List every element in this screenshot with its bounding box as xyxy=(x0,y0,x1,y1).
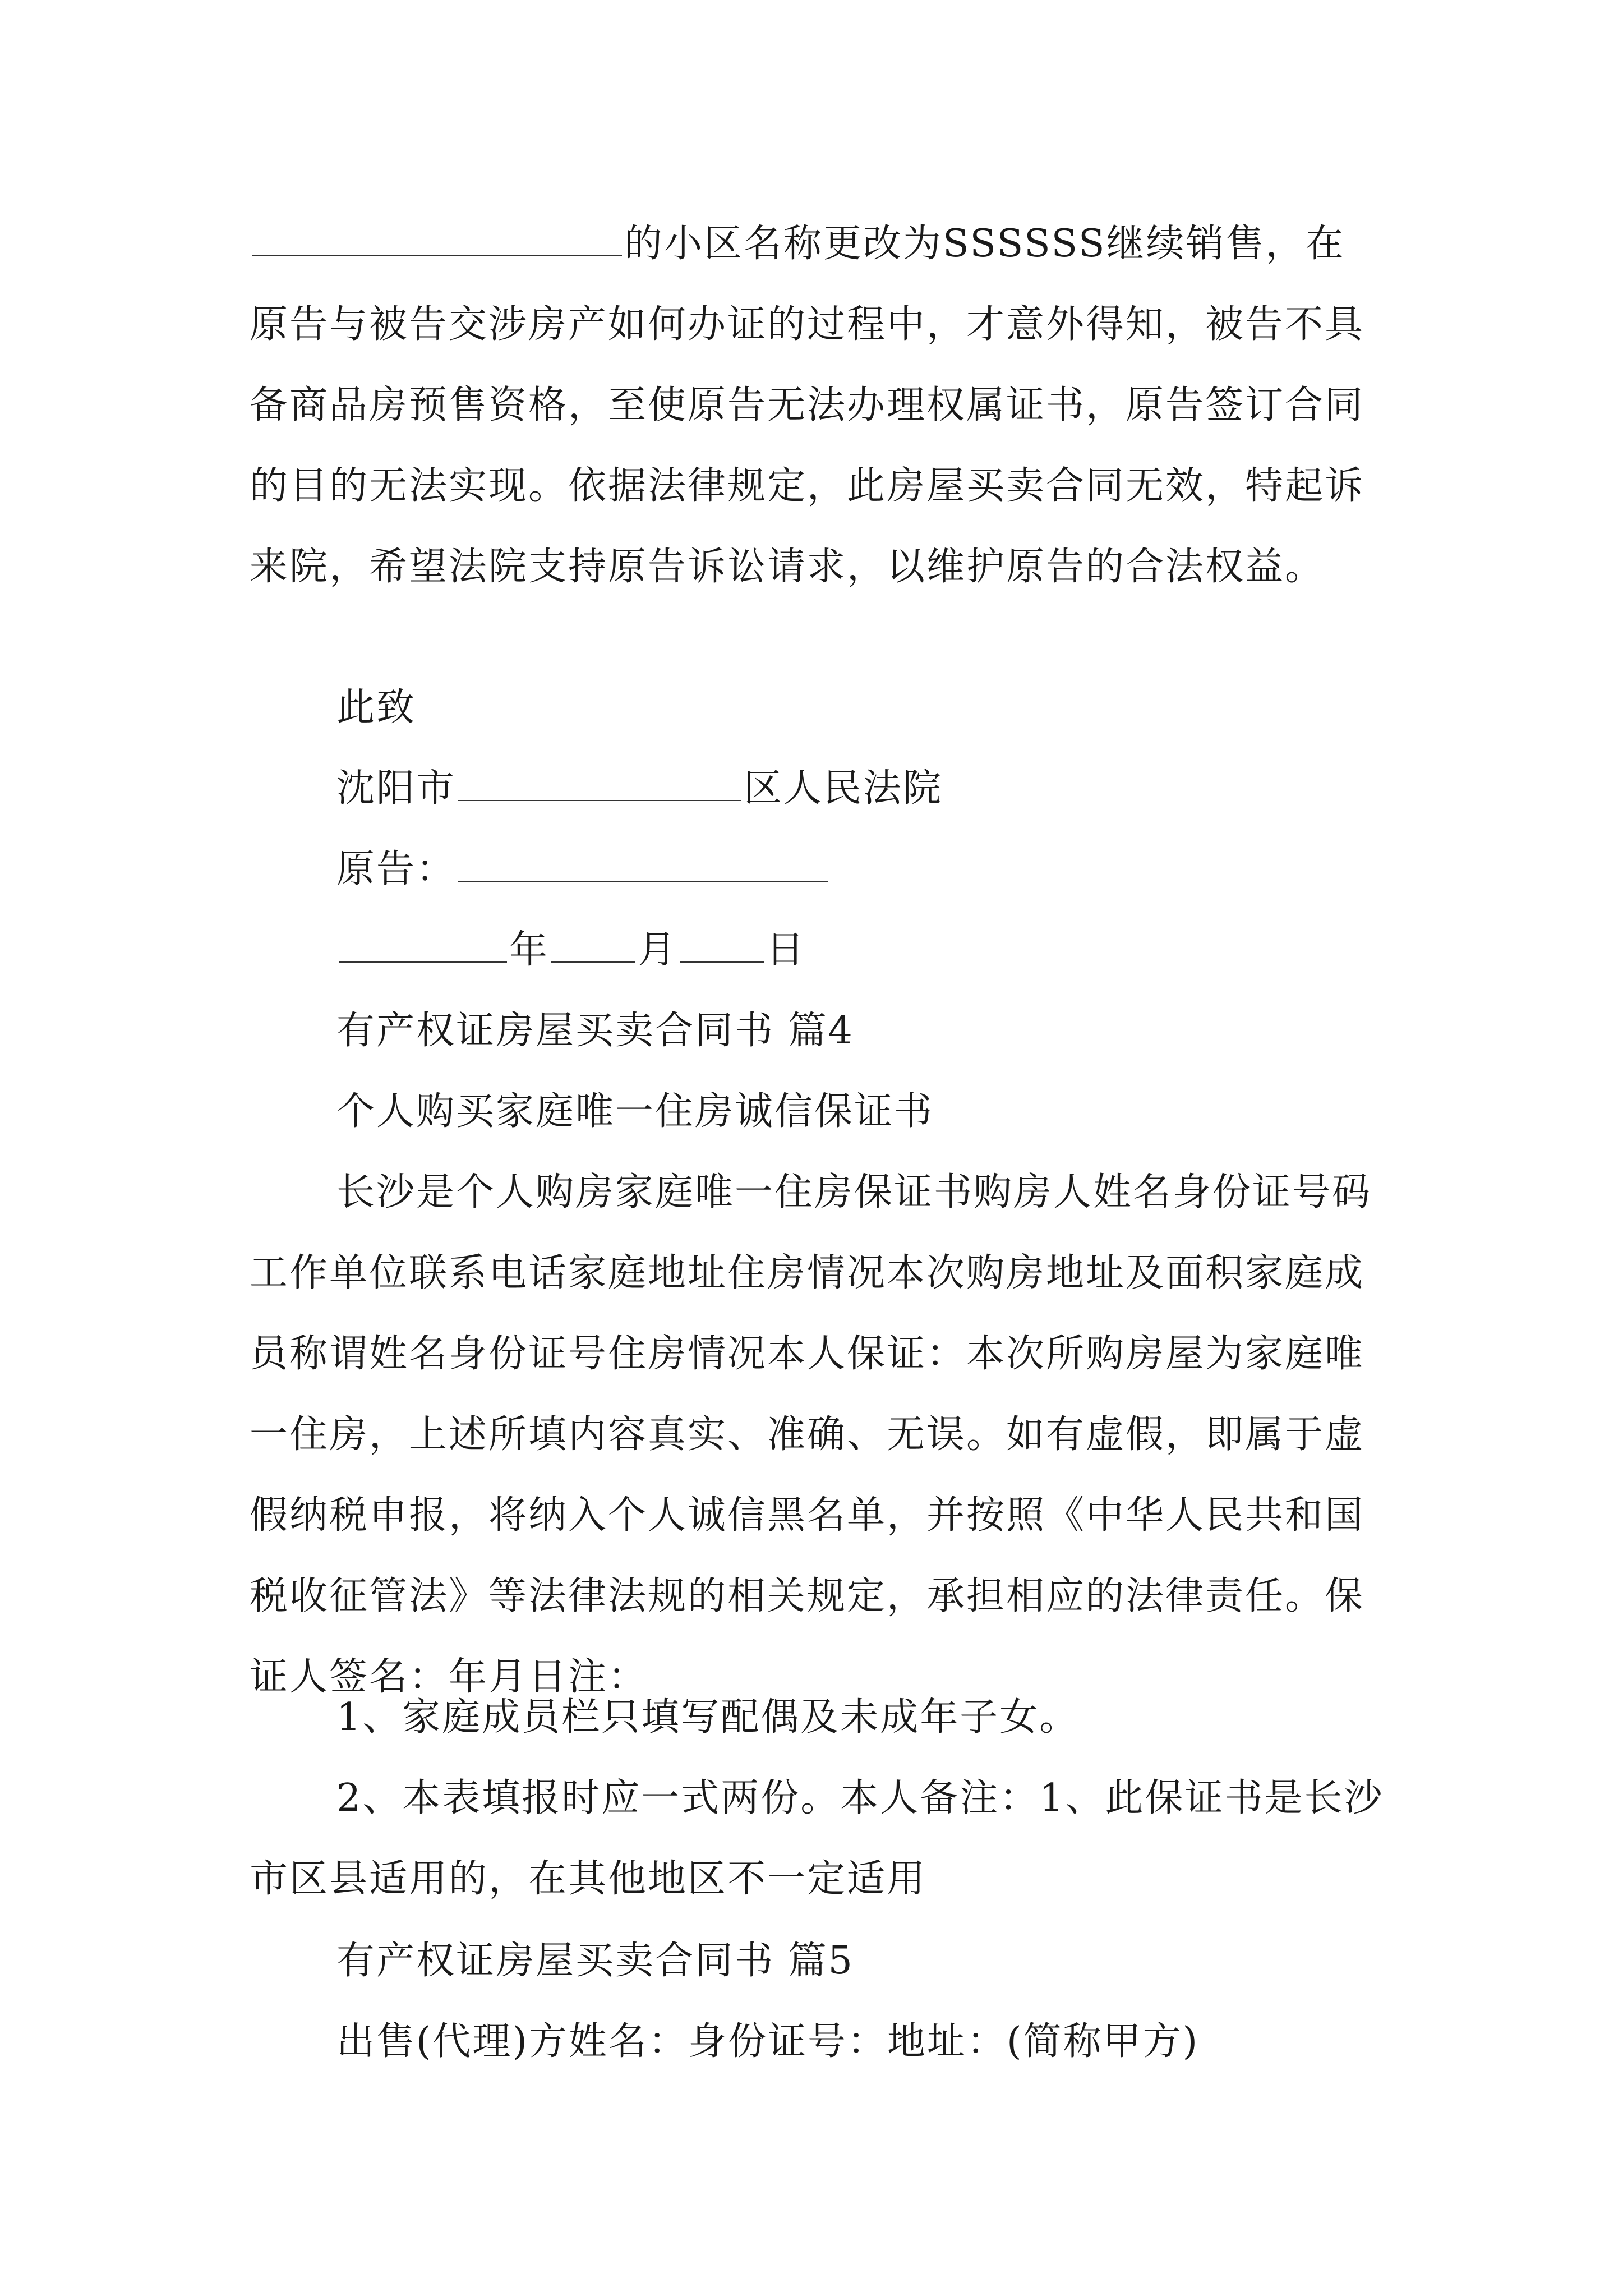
date-day-label: 日 xyxy=(766,928,806,972)
blank-field-month xyxy=(551,928,635,963)
blank-field-community-name xyxy=(252,222,622,256)
section-4-heading: 有产权证房屋买卖合同书 篇4 xyxy=(336,1009,854,1053)
seller-info-line: 出售(代理)方姓名：身份证号：地址：(简称甲方) xyxy=(336,2019,1200,2064)
date-line xyxy=(336,910,1394,991)
section-4-body: 长沙是个人购房家庭唯一住房保证书购房人姓名身份证号码工作单位联系电话家庭地址住房情况本次购房地址及面积家庭成员称谓姓名身份证号住房情况本人保证：本次所购房屋为家庭唯一住房，上述所填内容真实、准确、无误。如有虚假，即属于虚假纳税申报，将纳入个人诚信黑名单，并按照《中华人民共和国税收征管法》等法律法规的相关规定，承担相应的法律责任。保证人签名：年月日注： xyxy=(250,1170,1372,1699)
date-year-label: 年 xyxy=(509,928,550,972)
paragraph-1-body: 原告与被告交涉房产如何办证的过程中，才意外得知，被告不具备商品房预售资格，至使原告无法办理权属证书，原告签订合同的目的无法实现。依据法律规定，此房屋买卖合同无效，特起诉来院，希望法院支持原告诉讼请求，以维护原告的合法权益。 xyxy=(250,302,1365,589)
court-suffix: 区人民法院 xyxy=(744,766,943,811)
blank-field-plaintiff xyxy=(458,847,828,882)
blank-field-year xyxy=(339,928,507,963)
closing-greeting: 此致 xyxy=(336,685,417,730)
section-4-subheading: 个人购买家庭唯一住房诚信保证书 xyxy=(336,1089,934,1134)
paragraph-1-first-text: 的小区名称更改为SSSSSS继续销售，在 xyxy=(624,222,1345,266)
plaintiff-label: 原告： xyxy=(336,847,457,891)
note-1: 1、家庭成员栏只填写配偶及未成年子女。 xyxy=(336,1695,1080,1740)
court-prefix: 沈阳市 xyxy=(336,766,457,811)
plaintiff-line xyxy=(336,829,1394,910)
section-5-heading: 有产权证房屋买卖合同书 篇5 xyxy=(336,1939,854,1983)
paragraph-1-first-line xyxy=(250,204,1394,284)
blank-field-day xyxy=(680,928,764,963)
date-month-label: 月 xyxy=(638,928,678,972)
court-line xyxy=(336,748,1394,829)
note-2: 2、本表填报时应一式两份。本人备注：1、此保证书是长沙市区县适用的，在其他地区不一定适用 xyxy=(250,1776,1384,1901)
blank-field-district xyxy=(458,766,741,801)
